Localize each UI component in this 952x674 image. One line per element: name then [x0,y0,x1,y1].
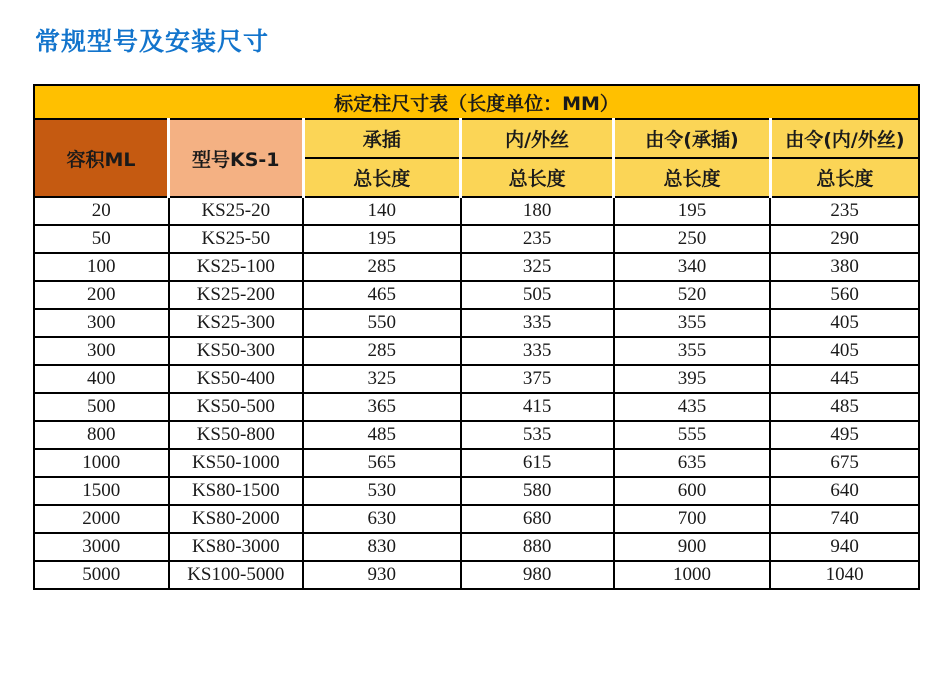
model-cell: KS25-100 [169,253,304,281]
length-cell: 180 [461,197,614,225]
table-row [34,309,919,337]
volume-cell: 100 [34,253,169,281]
table-row [34,505,919,533]
page [0,22,952,590]
length-cell: 405 [770,309,919,337]
table-row [34,421,919,449]
header-model: 型号KS-1 [169,119,304,197]
length-cell: 395 [614,365,771,393]
length-cell: 600 [614,477,771,505]
table-row [34,393,919,421]
header-group-thread: 内/外丝 [461,119,614,158]
length-cell: 465 [303,281,461,309]
model-cell: KS25-200 [169,281,304,309]
length-cell: 325 [461,253,614,281]
length-cell: 335 [461,309,614,337]
length-cell: 680 [461,505,614,533]
length-cell: 335 [461,337,614,365]
volume-cell: 500 [34,393,169,421]
length-cell: 615 [461,449,614,477]
table-row [34,477,919,505]
model-cell: KS50-300 [169,337,304,365]
volume-cell: 300 [34,309,169,337]
model-cell: KS80-3000 [169,533,304,561]
model-cell: KS100-5000 [169,561,304,589]
length-cell: 140 [303,197,461,225]
length-cell: 550 [303,309,461,337]
subheader-total-length: 总长度 [770,158,919,197]
length-cell: 980 [461,561,614,589]
volume-cell: 1500 [34,477,169,505]
length-cell: 285 [303,337,461,365]
length-cell: 1000 [614,561,771,589]
subheader-total-length: 总长度 [303,158,461,197]
length-cell: 560 [770,281,919,309]
length-cell: 635 [614,449,771,477]
length-cell: 415 [461,393,614,421]
table-row [34,197,919,225]
length-cell: 640 [770,477,919,505]
table-row [34,533,919,561]
length-cell: 355 [614,309,771,337]
length-cell: 325 [303,365,461,393]
volume-cell: 1000 [34,449,169,477]
length-cell: 580 [461,477,614,505]
length-cell: 380 [770,253,919,281]
model-cell: KS80-2000 [169,505,304,533]
volume-cell: 200 [34,281,169,309]
header-group-union-socket: 由令(承插) [614,119,771,158]
volume-cell: 20 [34,197,169,225]
volume-cell: 3000 [34,533,169,561]
subheader-total-length: 总长度 [461,158,614,197]
length-cell: 675 [770,449,919,477]
length-cell: 195 [303,225,461,253]
volume-cell: 5000 [34,561,169,589]
length-cell: 930 [303,561,461,589]
model-cell: KS25-300 [169,309,304,337]
length-cell: 250 [614,225,771,253]
length-cell: 195 [614,197,771,225]
length-cell: 375 [461,365,614,393]
length-cell: 290 [770,225,919,253]
length-cell: 880 [461,533,614,561]
model-cell: KS25-20 [169,197,304,225]
table-row [34,365,919,393]
volume-cell: 800 [34,421,169,449]
table-row [34,561,919,589]
length-cell: 340 [614,253,771,281]
page-heading: 常规型号及安装尺寸 [35,27,270,56]
length-cell: 495 [770,421,919,449]
table-title-row [34,85,919,119]
spec-table [33,84,920,590]
header-group-union-thread: 由令(内/外丝) [770,119,919,158]
table-header [34,85,919,197]
length-cell: 530 [303,477,461,505]
model-cell: KS80-1500 [169,477,304,505]
length-cell: 365 [303,393,461,421]
length-cell: 485 [303,421,461,449]
table-row [34,253,919,281]
table-group-header-row [34,119,919,158]
length-cell: 830 [303,533,461,561]
length-cell: 900 [614,533,771,561]
volume-cell: 50 [34,225,169,253]
table-title: 标定柱尺寸表（长度单位：MM） [34,85,919,119]
table-row [34,337,919,365]
length-cell: 485 [770,393,919,421]
model-cell: KS25-50 [169,225,304,253]
table-body [34,197,919,589]
model-cell: KS50-1000 [169,449,304,477]
header-group-socket: 承插 [303,119,461,158]
length-cell: 700 [614,505,771,533]
length-cell: 630 [303,505,461,533]
length-cell: 505 [461,281,614,309]
model-cell: KS50-500 [169,393,304,421]
length-cell: 1040 [770,561,919,589]
length-cell: 565 [303,449,461,477]
table-row [34,225,919,253]
length-cell: 405 [770,337,919,365]
length-cell: 535 [461,421,614,449]
subheader-total-length: 总长度 [614,158,771,197]
model-cell: KS50-400 [169,365,304,393]
volume-cell: 2000 [34,505,169,533]
length-cell: 435 [614,393,771,421]
length-cell: 555 [614,421,771,449]
table-row [34,281,919,309]
header-volume: 容积ML [34,119,169,197]
length-cell: 355 [614,337,771,365]
length-cell: 285 [303,253,461,281]
length-cell: 235 [770,197,919,225]
length-cell: 940 [770,533,919,561]
length-cell: 235 [461,225,614,253]
volume-cell: 300 [34,337,169,365]
length-cell: 520 [614,281,771,309]
table-row [34,449,919,477]
volume-cell: 400 [34,365,169,393]
length-cell: 445 [770,365,919,393]
model-cell: KS50-800 [169,421,304,449]
length-cell: 740 [770,505,919,533]
